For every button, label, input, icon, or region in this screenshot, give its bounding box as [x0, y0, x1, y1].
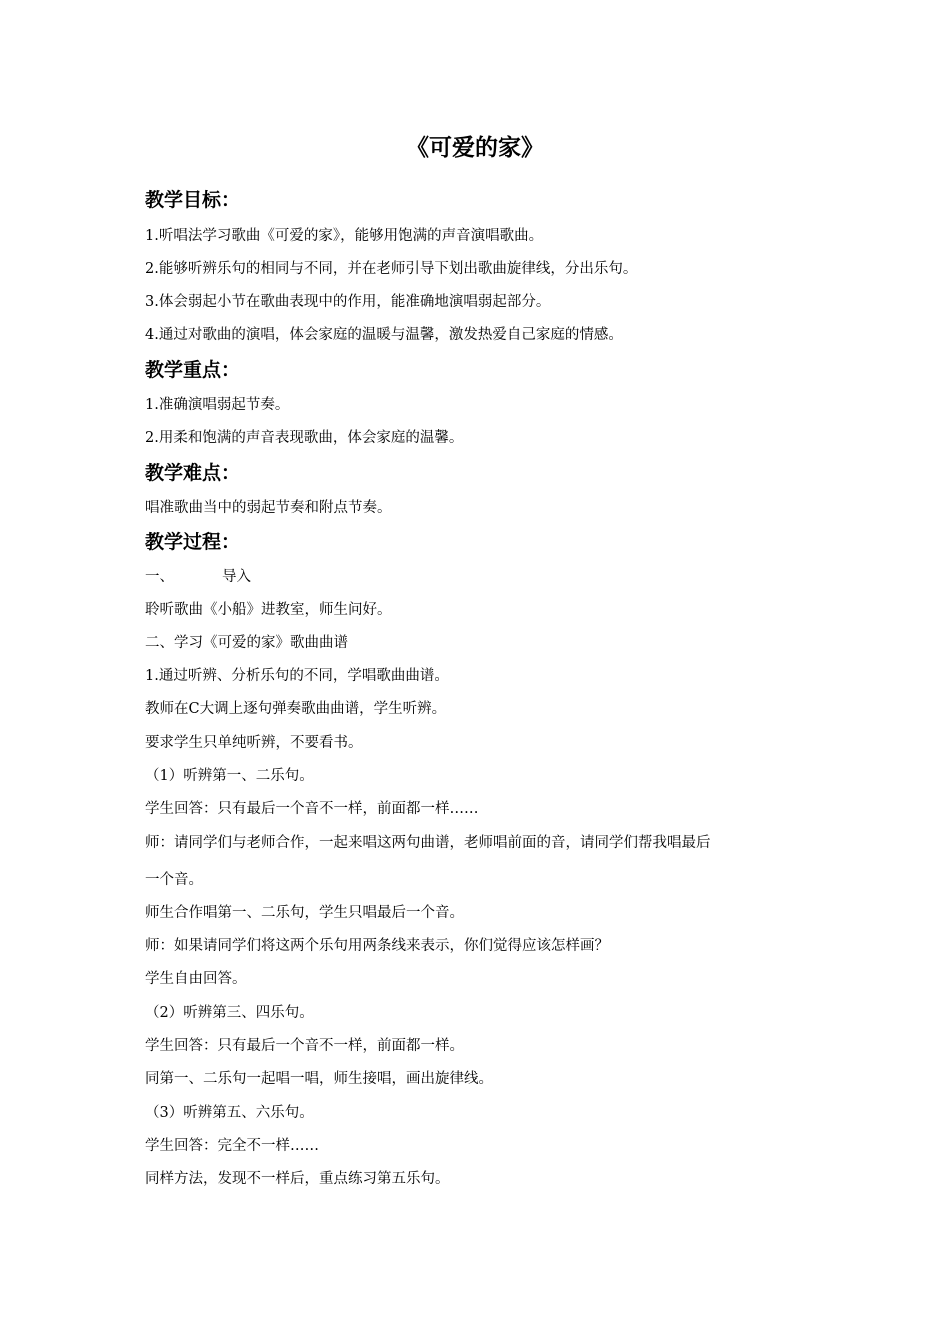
process-line-3: 1.通过听辨、分析乐句的不同，学唱歌曲曲谱。: [145, 668, 449, 684]
difficulty-item-1: 唱准歌曲当中的弱起节奏和附点节奏。: [145, 500, 392, 516]
key-points-heading: 教学重点：: [145, 359, 241, 381]
process-line-14: 学生回答：只有最后一个音不一样，前面都一样。: [145, 1038, 464, 1054]
document-title: 《可爱的家》: [406, 134, 544, 161]
process-line-16: （3）听辨第五、六乐句。: [145, 1105, 314, 1121]
process-line-17: 学生回答：完全不一样……: [145, 1138, 319, 1154]
objective-item-1: 1.听唱法学习歌曲《可爱的家》，能够用饱满的声音演唱歌曲。: [145, 228, 544, 244]
process-line-6: （1）听辨第一、二乐句。: [145, 768, 314, 784]
process-line-5: 要求学生只单纯听辨，不要看书。: [145, 735, 363, 751]
process-line-4: 教师在C大调上逐句弹奏歌曲曲谱，学生听辨。: [145, 701, 447, 717]
process-line-8: 师：请同学们与老师合作，一起来唱这两句曲谱，老师唱前面的音，请同学们帮我唱最后: [145, 835, 711, 851]
process-step-1-label: 导入: [222, 569, 251, 585]
objectives-heading: 教学目标：: [145, 189, 241, 211]
process-line-1: 聆听歌曲《小船》进教室，师生问好。: [145, 602, 392, 618]
process-line-2: 二、学习《可爱的家》歌曲曲谱: [145, 635, 348, 651]
process-heading: 教学过程：: [145, 531, 241, 553]
process-line-11: 师：如果请同学们将这两个乐句用两条线来表示，你们觉得应该怎样画？: [145, 938, 609, 954]
objective-item-3: 3.体会弱起小节在歌曲表现中的作用，能准确地演唱弱起部分。: [145, 294, 551, 310]
objective-item-2: 2.能够听辨乐句的相同与不同，并在老师引导下划出歌曲旋律线，分出乐句。: [145, 261, 638, 277]
process-line-7: 学生回答：只有最后一个音不一样，前面都一样……: [145, 801, 479, 817]
process-line-15: 同第一、二乐句一起唱一唱，师生接唱，画出旋律线。: [145, 1071, 493, 1087]
process-line-18: 同样方法，发现不一样后，重点练习第五乐句。: [145, 1171, 450, 1187]
objective-item-4: 4.通过对歌曲的演唱，体会家庭的温暖与温馨，激发热爱自己家庭的情感。: [145, 327, 623, 343]
process-line-12: 学生自由回答。: [145, 971, 247, 987]
key-point-item-1: 1.准确演唱弱起节奏。: [145, 397, 290, 413]
process-line-13: （2）听辨第三、四乐句。: [145, 1005, 314, 1021]
difficulties-heading: 教学难点：: [145, 462, 241, 484]
process-line-9: 一个音。: [145, 872, 203, 888]
process-line-10: 师生合作唱第一、二乐句，学生只唱最后一个音。: [145, 905, 464, 921]
key-point-item-2: 2.用柔和饱满的声音表现歌曲，体会家庭的温馨。: [145, 430, 464, 446]
process-step-1-number: 一、: [145, 569, 174, 585]
process-step-1: [145, 565, 251, 589]
